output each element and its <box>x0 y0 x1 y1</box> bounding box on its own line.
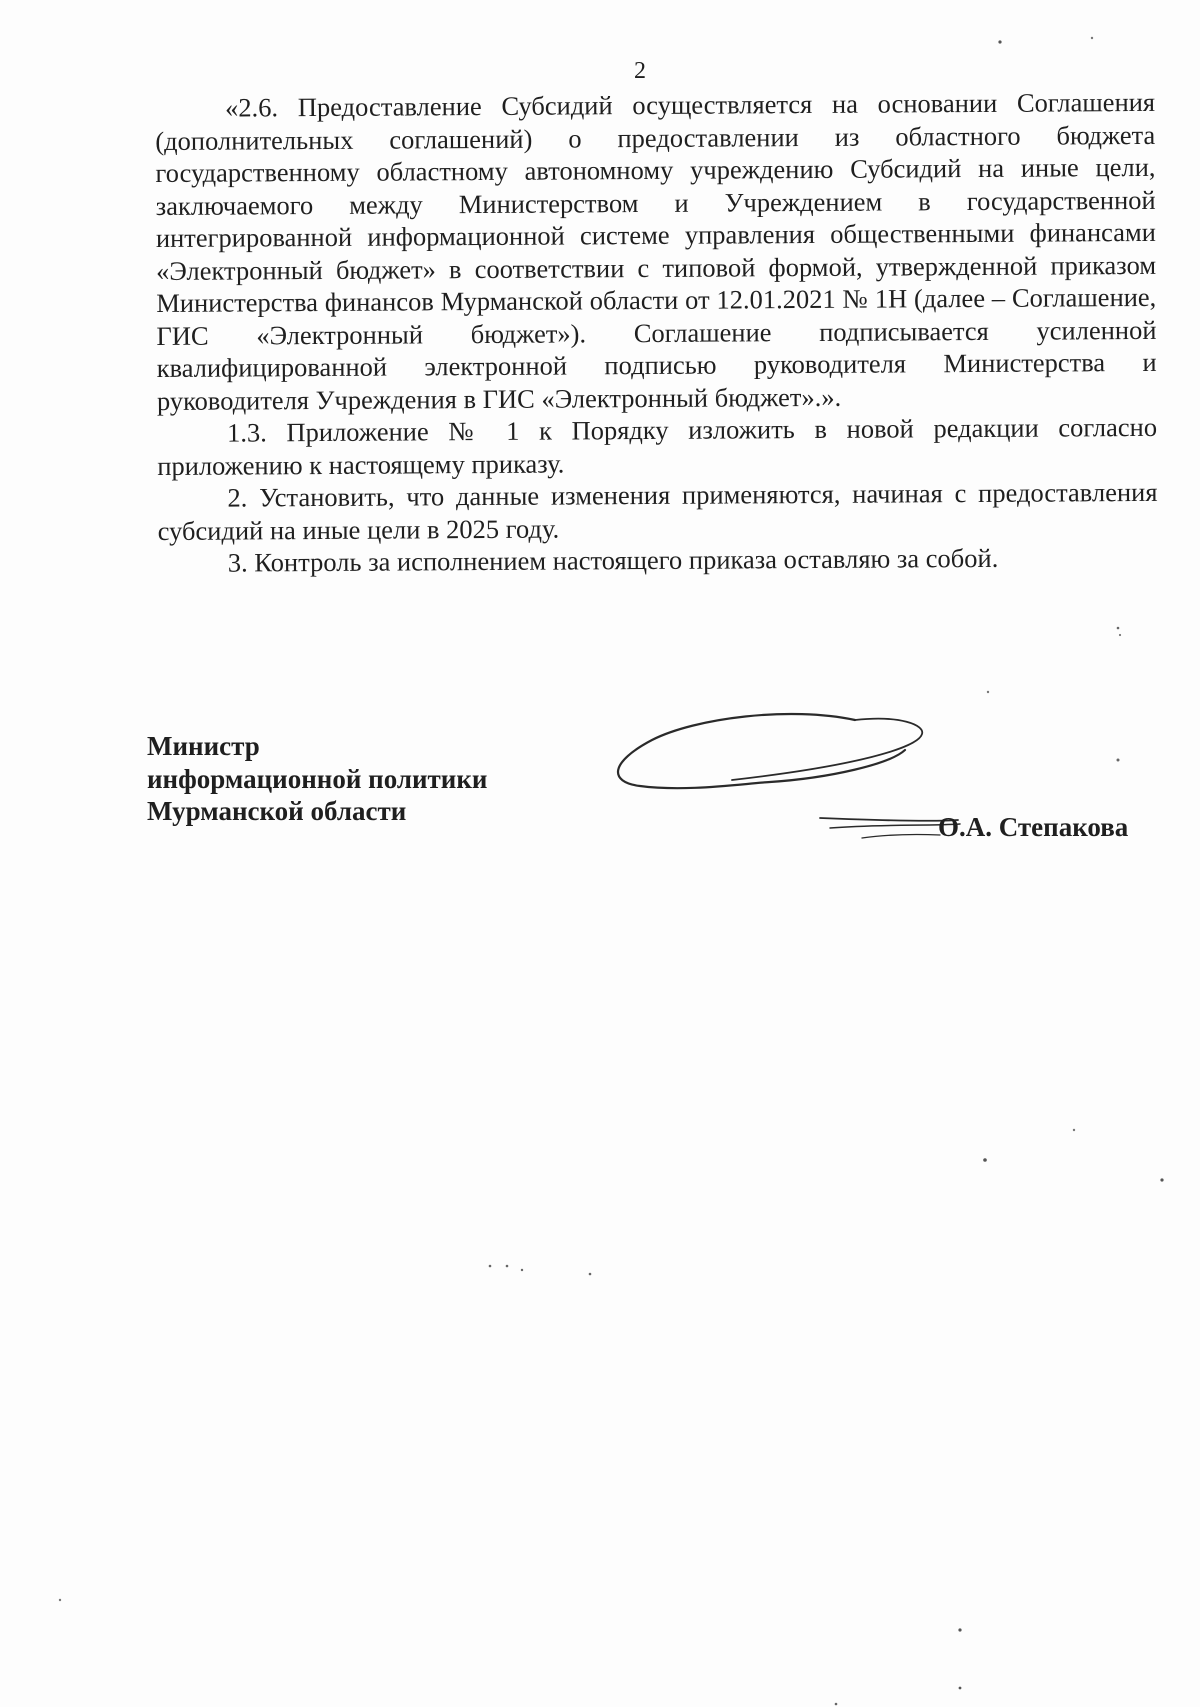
paragraph-2-6: «2.6. Предоставление Субсидий осуществляется на основании Соглашения (дополнительных соглашений) о предоставлении из областного бюджета государственному областному автономному учреждению Субсидий на иные цели, заключаемого между Министерством и Учреждением в государственной интегрированной информационной системе управления общественными финансами «Электронный бюджет» в соответствии с типовой формой, утвержденной приказом Министерства финансов Мурманской области от 12.01.2021 № 1Н (далее – Соглашение, ГИС «Электронный бюджет»). Соглашение подписывается усиленной квалифицированной электронной подписью руководителя Министерства и руководителя Учреждения в ГИС «Электронный бюджет».». <box>155 86 1157 416</box>
paragraph-1-3: 1.3. Приложение № 1 к Порядку изложить в новой редакции согласно приложению к настоящему приказу. <box>157 411 1158 481</box>
signatory-position <box>147 730 487 828</box>
signer-name: О.А. Степакова <box>938 812 1129 842</box>
page-number: 2 <box>634 58 646 84</box>
paragraph-3: 3. Контроль за исполнением настоящего приказа оставляю за собой. <box>227 542 999 578</box>
paragraph-2: 2. Установить, что данные изменения применяются, начиная с предоставления субсидий на иные цели в 2025 году. <box>157 476 1158 546</box>
position-line-department: информационной политики <box>147 763 488 794</box>
position-line-region: Мурманской области <box>147 796 407 826</box>
position-line-title: Министр <box>147 731 260 761</box>
document-body <box>155 86 1158 580</box>
